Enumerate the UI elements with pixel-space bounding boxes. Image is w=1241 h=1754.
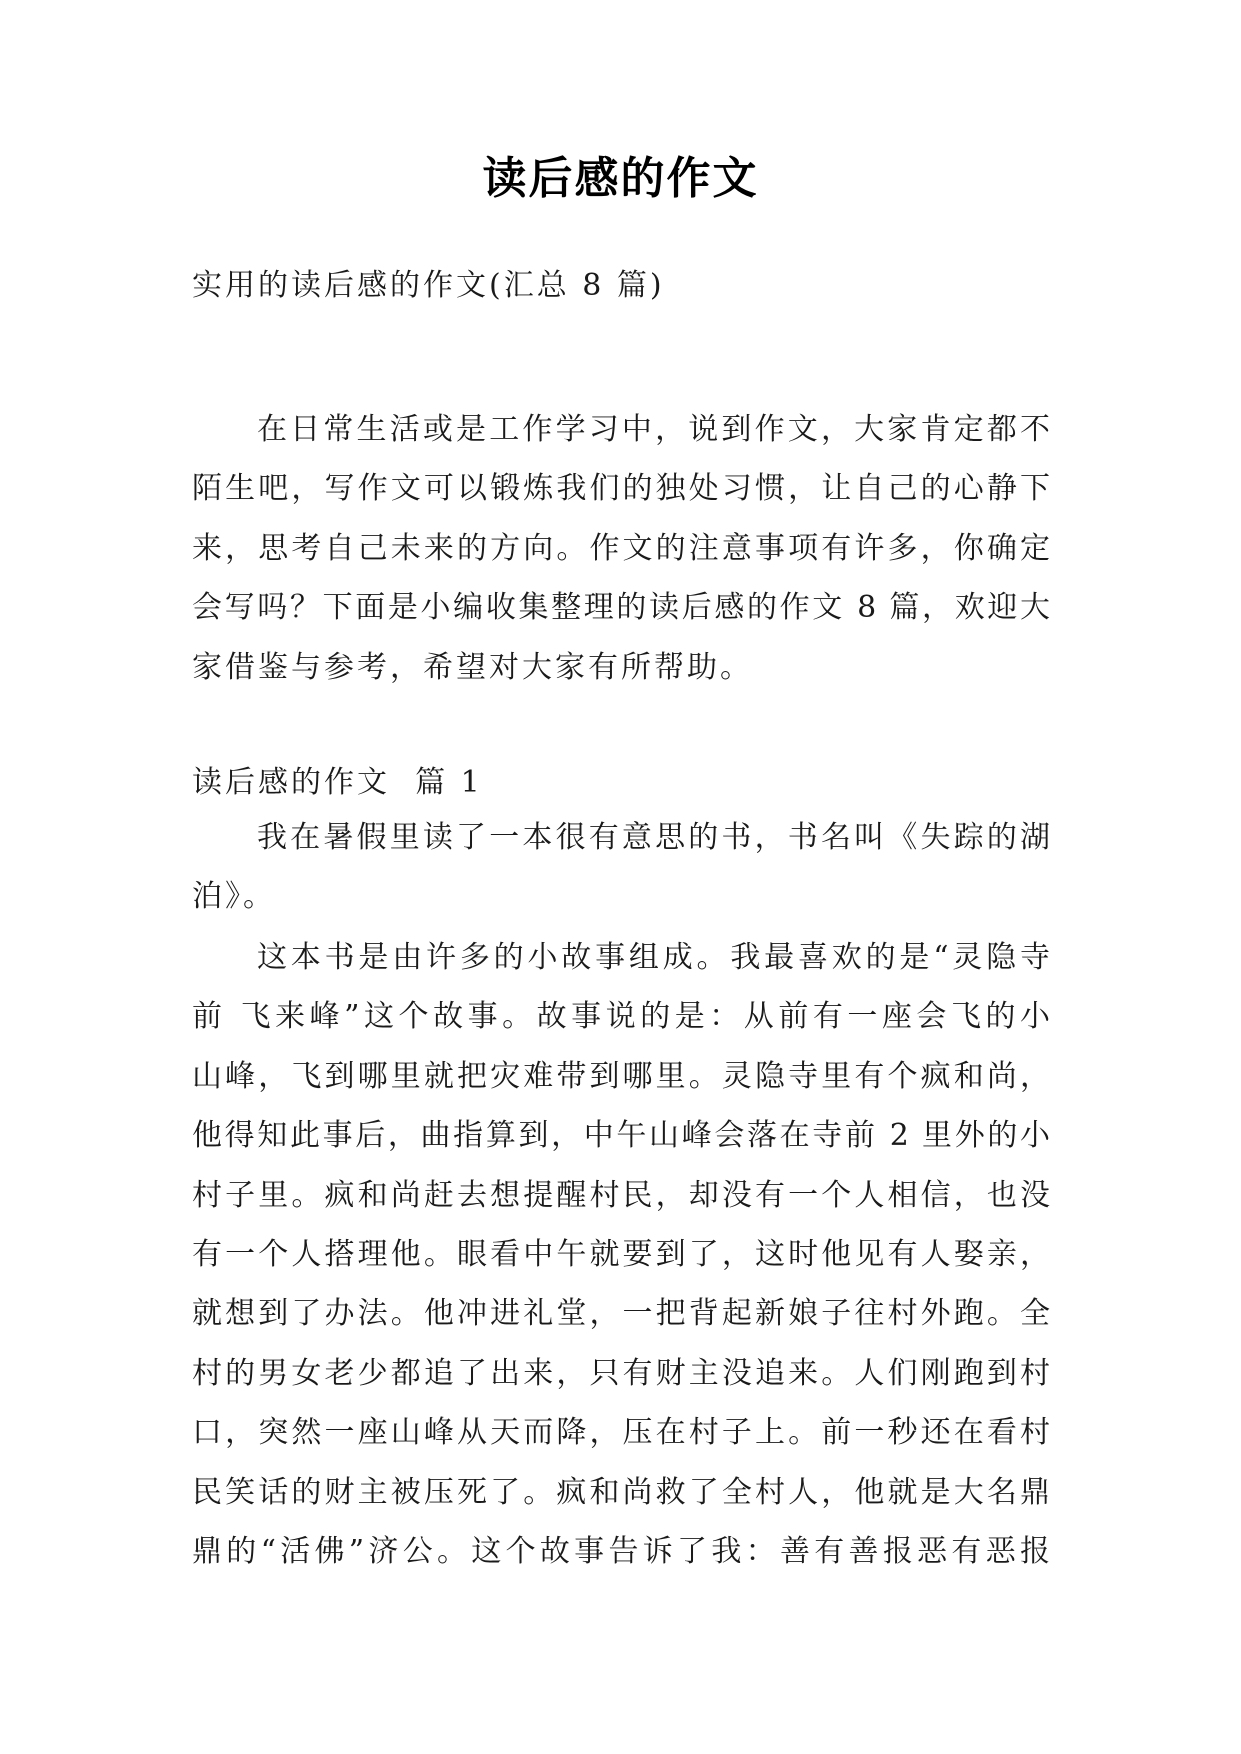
paragraph-line: 鼎的“活佛”济公。这个故事告诉了我：善有善报恶有恶报 [192,1533,1051,1569]
paragraph-line: 会写吗？下面是小编收集整理的读后感的作文 8 篇，欢迎大 [192,590,1051,626]
paragraph-line: 有一个人搭理他。眼看中午就要到了，这时他见有人娶亲， [192,1236,1051,1272]
paragraph-line: 村的男女老少都追了出来，只有财主没追来。人们刚跑到村 [192,1355,1051,1391]
paragraph-line: 村子里。疯和尚赶去想提醒村民，却没有一个人相信，也没 [192,1177,1051,1213]
document-subtitle-block [192,256,1051,315]
section-heading-block [192,753,1051,812]
paragraph-line: 就想到了办法。他冲进礼堂，一把背起新娘子往村外跑。全 [192,1296,1051,1332]
paragraph-line: 我在暑假里读了一本很有意思的书，书名叫《失踪的湖 [257,820,1051,855]
intro-paragraph [192,400,1051,697]
document-title: 读后感的作文 [482,153,759,204]
paragraph-line: 家借鉴与参考，希望对大家有所帮助。 [192,649,753,685]
paragraph-line: 陌生吧，写作文可以锻炼我们的独处习惯，让自己的心静下 [192,471,1051,507]
section-heading: 读后感的作文 篇 1 [192,765,483,800]
paragraph-line: 他得知此事后，曲指算到，中午山峰会落在寺前 2 里外的小 [192,1118,1051,1154]
paragraph-line: 山峰，飞到哪里就把灾难带到哪里。灵隐寺里有个疯和尚， [192,1058,1051,1094]
paragraph-line: 在日常生活或是工作学习中，说到作文，大家肯定都不 [257,412,1051,447]
document-subtitle: 实用的读后感的作文(汇总 8 篇) [192,268,665,303]
paragraph-line: 来，思考自己未来的方向。作文的注意事项有许多，你确定 [192,530,1051,566]
section-paragraph [192,928,1051,1581]
section-paragraph [192,808,1051,927]
paragraph-line: 口，突然一座山峰从天而降，压在村子上。前一秒还在看村 [192,1415,1051,1451]
paragraph-line: 民笑话的财主被压死了。疯和尚救了全村人，他就是大名鼎 [192,1474,1051,1510]
paragraph-line: 前 飞来峰”这个故事。故事说的是：从前有一座会飞的小 [192,999,1051,1035]
paragraph-line: 这本书是由许多的小故事组成。我最喜欢的是“灵隐寺 [257,940,1051,975]
paragraph-line: 泊》。 [192,879,276,915]
